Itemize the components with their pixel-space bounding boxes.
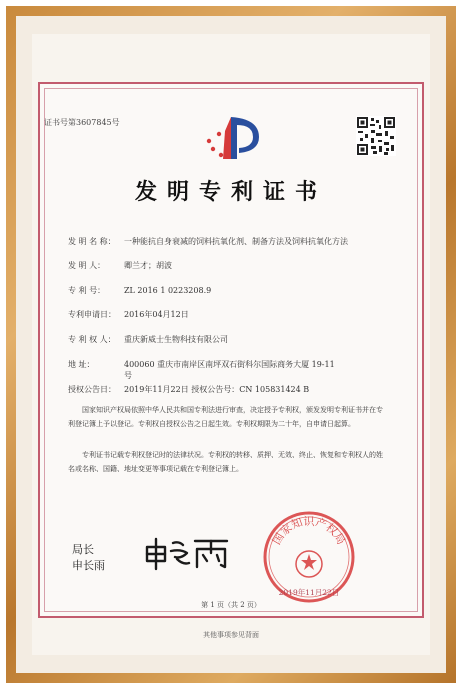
field-value: 400060 重庆市南岸区南坪双石街科尔国际商务大厦 19-11 — [124, 360, 335, 369]
director-title: 局长 — [72, 543, 94, 556]
director-signature — [143, 535, 233, 571]
field-grant-date — [68, 384, 309, 395]
field-label: 专 利 号： — [68, 286, 106, 295]
field-inventors — [68, 260, 172, 271]
field-address — [68, 359, 335, 370]
field-value: 卿兰才；胡波 — [124, 261, 172, 270]
field-patent-number — [68, 285, 211, 296]
field-label: 发 明 名 称： — [68, 237, 116, 246]
field-label: 专利申请日： — [68, 310, 116, 319]
seal-date: 2019年11月22日 — [278, 588, 340, 597]
field-label: 授权公告日： — [68, 385, 116, 394]
official-seal — [262, 510, 356, 604]
legal-status-note: 专利证书记载专利权登记时的法律状况。专利权的转移、质押、无效、终止、恢复和专利权人的姓名或名称、国籍、地址变更等事项记载在专利登记簿上。 — [68, 451, 383, 473]
seal-text: 国家知识产权局 — [270, 515, 348, 547]
field-value: 一种能抗自身衰减的饲料抗氧化剂、制备方法及饲料抗氧化方法 — [124, 237, 348, 246]
field-value: 2016年04月12日 — [124, 310, 189, 319]
grant-statement: 国家知识产权局依照中华人民共和国专利法进行审查，决定授予专利权，颁发发明专利证书并在专利登记簿上予以登记。专利权自授权公告之日起生效。专利权期限为二十年，自申请日起算。 — [68, 406, 383, 428]
certificate-title: 发明专利证书 — [134, 179, 327, 205]
director-name: 申长雨 — [72, 559, 105, 572]
svg-text:国家知识产权局 — [270, 515, 348, 547]
cnipa-logo-icon — [201, 111, 265, 167]
page-indicator: 第 1 页（共 2 页） — [201, 601, 261, 609]
field-label: 专 利 权 人： — [68, 335, 116, 344]
field-value: ZL 2016 1 0223208.9 — [124, 286, 212, 295]
field-label: 发 明 人： — [68, 261, 106, 270]
certificate-number: 证书号第3607845号 — [44, 118, 120, 127]
footer-note: 其他事项参见背面 — [203, 631, 259, 639]
field-application-date — [68, 309, 189, 320]
field-value: 号 — [124, 371, 132, 380]
field-value: 重庆新威士生物科技有限公司 — [124, 335, 228, 344]
field-address-continued — [124, 370, 132, 381]
field-value: 2019年11月22日 授权公告号：CN 105831424 B — [124, 385, 310, 394]
field-patentee — [68, 334, 228, 345]
field-invention-name — [68, 236, 348, 247]
field-label: 地 址： — [68, 360, 95, 369]
qr-code — [356, 116, 396, 156]
